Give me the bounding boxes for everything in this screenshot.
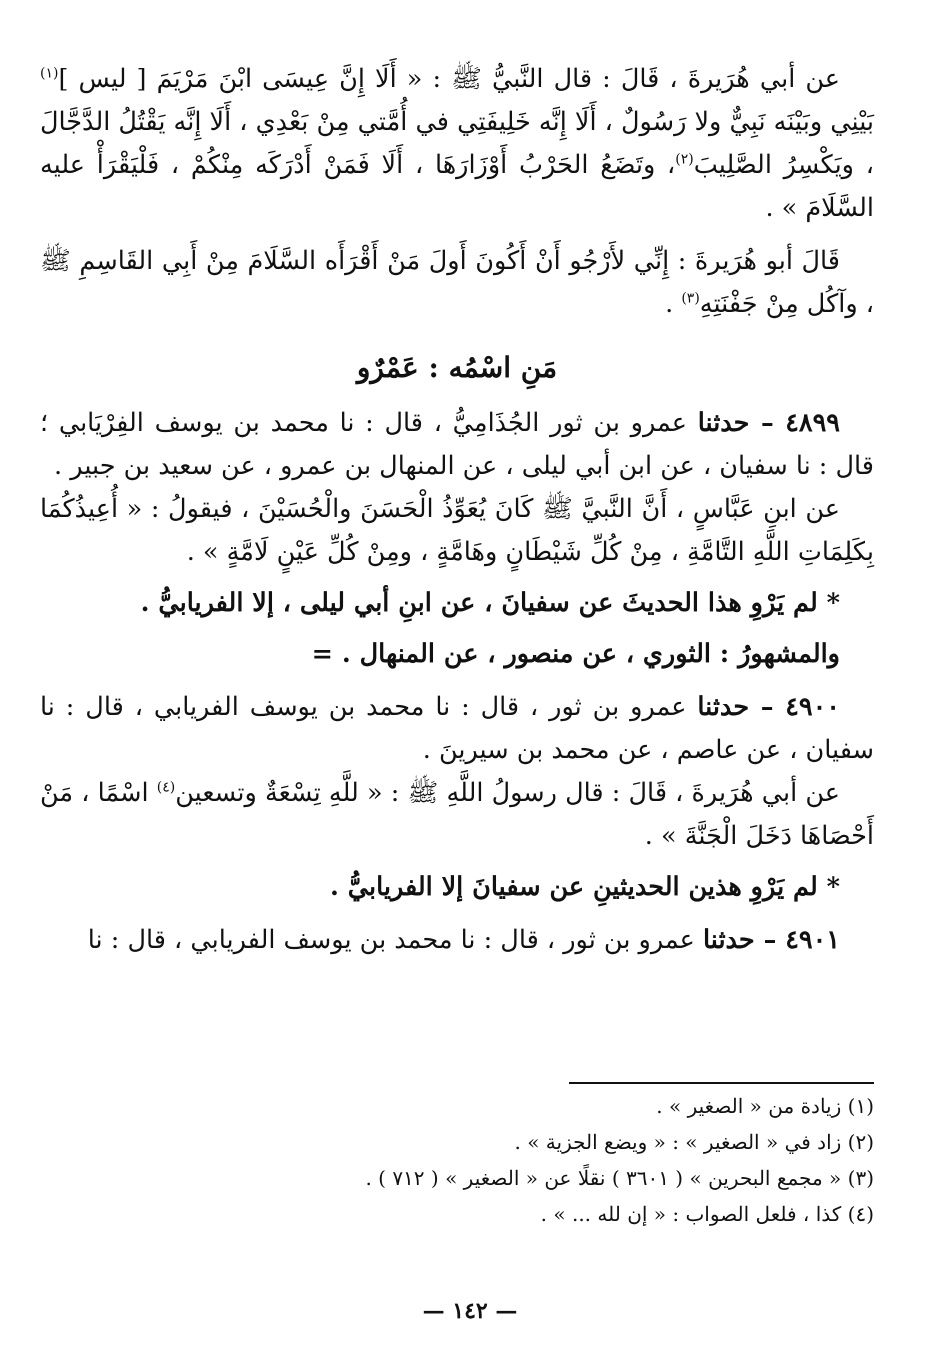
footnote-marker: (٢): [675, 151, 694, 168]
hadith-4900-isnad: [40, 686, 874, 772]
hadith-4901-isnad: [40, 919, 874, 962]
footnote-divider: [569, 1082, 874, 1084]
footnote-3: (٣) « مجمع البحرين » ( ٣٦٠١ ) نقلًا عن « الصغير » ( ٧١٢ ) .: [365, 1166, 874, 1190]
hadith-4900-matn: [40, 772, 874, 858]
footnote-2: (٢) زاد في « الصغير » : « ويضع الجزية » .: [514, 1130, 874, 1154]
isnad-text: عمرو بن ثور ، قال : نا محمد بن يوسف الفريابي ، قال : نا: [87, 925, 703, 955]
isnad-text: عمرو بن ثور ، قال : نا محمد بن يوسف الفريابي ، قال : نا سفيان ، عن عاصم ، عن محمد بن سيرينَ .: [40, 692, 874, 765]
hadith-4900-note: * لم يَرْوِ هذين الحديثينِ عن سفيانَ إلا الفريابيُّ .: [329, 872, 840, 902]
footnote-marker: (٣): [681, 290, 700, 307]
page-number: — ١٤٢ —: [422, 1298, 518, 1324]
footnote-1: (١) زيادة من « الصغير » .: [656, 1094, 874, 1118]
footnotes: [40, 1082, 874, 1232]
text-line: عن أبي هُرَيرةَ ، قَالَ : قال النَّبيُّ ﷺ : « أَلَا إِنَّ عِيسَى ابْنَ مَرْيَمَ [ ليس ]: [58, 64, 840, 94]
paragraph-hadith-abu-hurayra: [40, 58, 874, 230]
hadith-number: ٤٨٩٩ – حدثنا: [697, 408, 840, 438]
paragraph-abu-hurayra-saying: [40, 240, 874, 326]
text-line: اسْمًا ، مَنْ أَحْصَاهَا دَخَلَ الْجَنَّةَ » .: [40, 778, 874, 851]
section-heading: مَنِ اسْمُه : عَمْرٌو: [356, 351, 558, 384]
page-body: [40, 58, 874, 962]
isnad-text: عمرو بن ثور الجُذَامِيُّ ، قال : نا محمد بن يوسف الفِرْيَابي ؛ قال : نا سفيان ، عن ابن أبي ليلى ، عن المنهال بن عمرو ، عن سعيد بن جبير .: [40, 408, 874, 481]
hadith-number: ٤٩٠٠ – حدثنا: [697, 692, 841, 722]
hadith-4899-matn: عن ابنِ عَبَّاسٍ ، أَنَّ النَّبيَّ ﷺ كَانَ يُعَوِّذُ الْحَسَنَ والْحُسَيْنَ ، فيقولُ : « أُعِيذُكُمَا بِكَلِمَاتِ اللَّهِ التَّامَّةِ ، مِنْ كُلِّ شَيْطَانٍ وهَامَّةٍ ، ومِنْ كُلِّ عَيْنٍ لَامَّةٍ » .: [40, 494, 874, 567]
footnote-marker: (٤): [156, 779, 176, 796]
footnote-marker: (١): [40, 65, 59, 82]
text-line: عن أبي هُرَيرةَ ، قَالَ : قال رسولُ اللَّهِ ﷺ : « للَّهِ تِسْعَةٌ وتسعين: [175, 778, 840, 808]
text-line: بَيْنِي وبَيْنَه نَبِيٌّ ولا رَسُولٌ ، أَلَا إِنَّه خَلِيفَتِي في أُمَّتي مِنْ بَعْدِي ، أَلَا إِنَّه يَقْتُلُ الدَّجَّالَ ، ويَكْسِرُ الصَّلِيبَ: [40, 107, 874, 180]
hadith-4899-note: * لم يَرْوِ هذا الحديثَ عن سفيانَ ، عن ابنِ أبي ليلى ، إلا الفريابيُّ .: [140, 588, 840, 618]
hadith-4899-isnad: [40, 402, 874, 488]
text-line: ، وتَضَعُ الحَرْبُ أَوْزَارَهَا ، أَلَا فَمَنْ أَدْرَكَه مِنْكُمْ ، فَلْيَقْرَأْ عليه السَّلَامَ » .: [40, 150, 874, 223]
hadith-4899-note-2: والمشهورُ : الثوري ، عن منصور ، عن المنهال . =: [311, 639, 840, 669]
hadith-number: ٤٩٠١ – حدثنا: [702, 925, 840, 955]
text-line: .: [665, 289, 682, 319]
footnote-4: (٤) كذا ، فلعل الصواب : « إن لله ... » .: [540, 1202, 874, 1226]
text-line: قَالَ أبو هُرَيرةَ : إِنِّي لأَرْجُو أَنْ أَكُونَ أَولَ مَنْ أَقْرَأَه السَّلَامَ مِنْ أَبِي القَاسِمِ ﷺ ، وآكُل مِنْ جَفْنَتِهِ: [40, 246, 874, 319]
